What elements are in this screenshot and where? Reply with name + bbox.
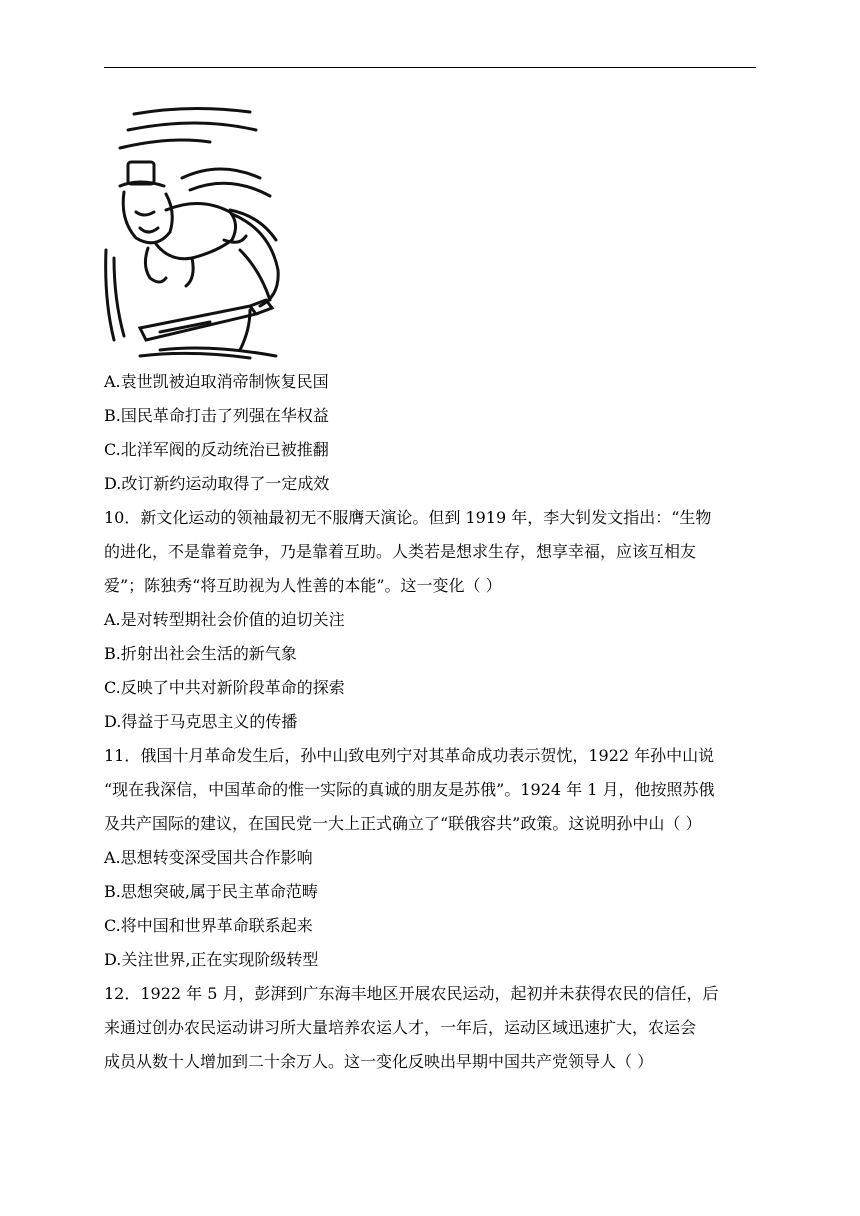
q11-option-d: D.关注世界,正在实现阶级转型 xyxy=(104,950,319,969)
q11-stem-line-3: 及共产国际的建议，在国民党一大上正式确立了“联俄容共”政策。这说明孙中山（ ） xyxy=(104,814,702,833)
cartoon-illustration xyxy=(100,100,284,360)
q10-stem-line-3: 爱”；陈独秀“将互助视为人性善的本能”。这一变化（ ） xyxy=(104,576,502,595)
q12-stem-line-2: 来通过创办农民运动讲习所大量培养农运人才，一年后，运动区域迅速扩大，农运会 xyxy=(104,1018,697,1037)
q10-stem-line-2: 的进化，不是靠着竞争，乃是靠着互助。人类若是想求生存，想享幸福，应该互相友 xyxy=(104,542,697,561)
q10-option-d: D.得益于马克思主义的传播 xyxy=(104,712,298,731)
q10-option-c: C.反映了中共对新阶段革命的探索 xyxy=(104,678,345,697)
header-rule xyxy=(104,67,756,68)
q10-stem-line-1: 10．新文化运动的领袖最初无不服膺天演论。但到 1919 年，李大钊发文指出：“生物 xyxy=(104,508,712,527)
q9-option-b: B.国民革命打击了列强在华权益 xyxy=(104,406,329,425)
q11-option-b: B.思想突破,属于民主革命范畴 xyxy=(104,882,318,901)
q11-stem-line-2: “现在我深信，中国革命的惟一实际的真诚的朋友是苏俄”。1924 年 1 月，他按照苏俄 xyxy=(104,780,715,799)
q9-option-c: C.北洋军阀的反动统治已被推翻 xyxy=(104,440,329,459)
q10-option-b: B.折射出社会生活的新气象 xyxy=(104,644,297,663)
q9-option-a: A.袁世凯被迫取消帝制恢复民国 xyxy=(104,372,329,391)
q11-option-a: A.思想转变深受国共合作影响 xyxy=(104,848,313,867)
q12-stem-line-1: 12．1922 年 5 月，彭湃到广东海丰地区开展农民运动，起初并未获得农民的信任，后 xyxy=(104,984,719,1003)
q10-option-a: A.是对转型期社会价值的迫切关注 xyxy=(104,610,345,629)
q11-stem-line-1: 11．俄国十月革命发生后，孙中山致电列宁对其革命成功表示贺忱，1922 年孙中山说 xyxy=(104,746,715,765)
q11-option-c: C.将中国和世界革命联系起来 xyxy=(104,916,313,935)
q12-stem-line-3: 成员从数十人增加到二十余万人。这一变化反映出早期中国共产党领导人（ ） xyxy=(104,1052,654,1071)
q9-option-d: D.改订新约运动取得了一定成效 xyxy=(104,474,330,493)
